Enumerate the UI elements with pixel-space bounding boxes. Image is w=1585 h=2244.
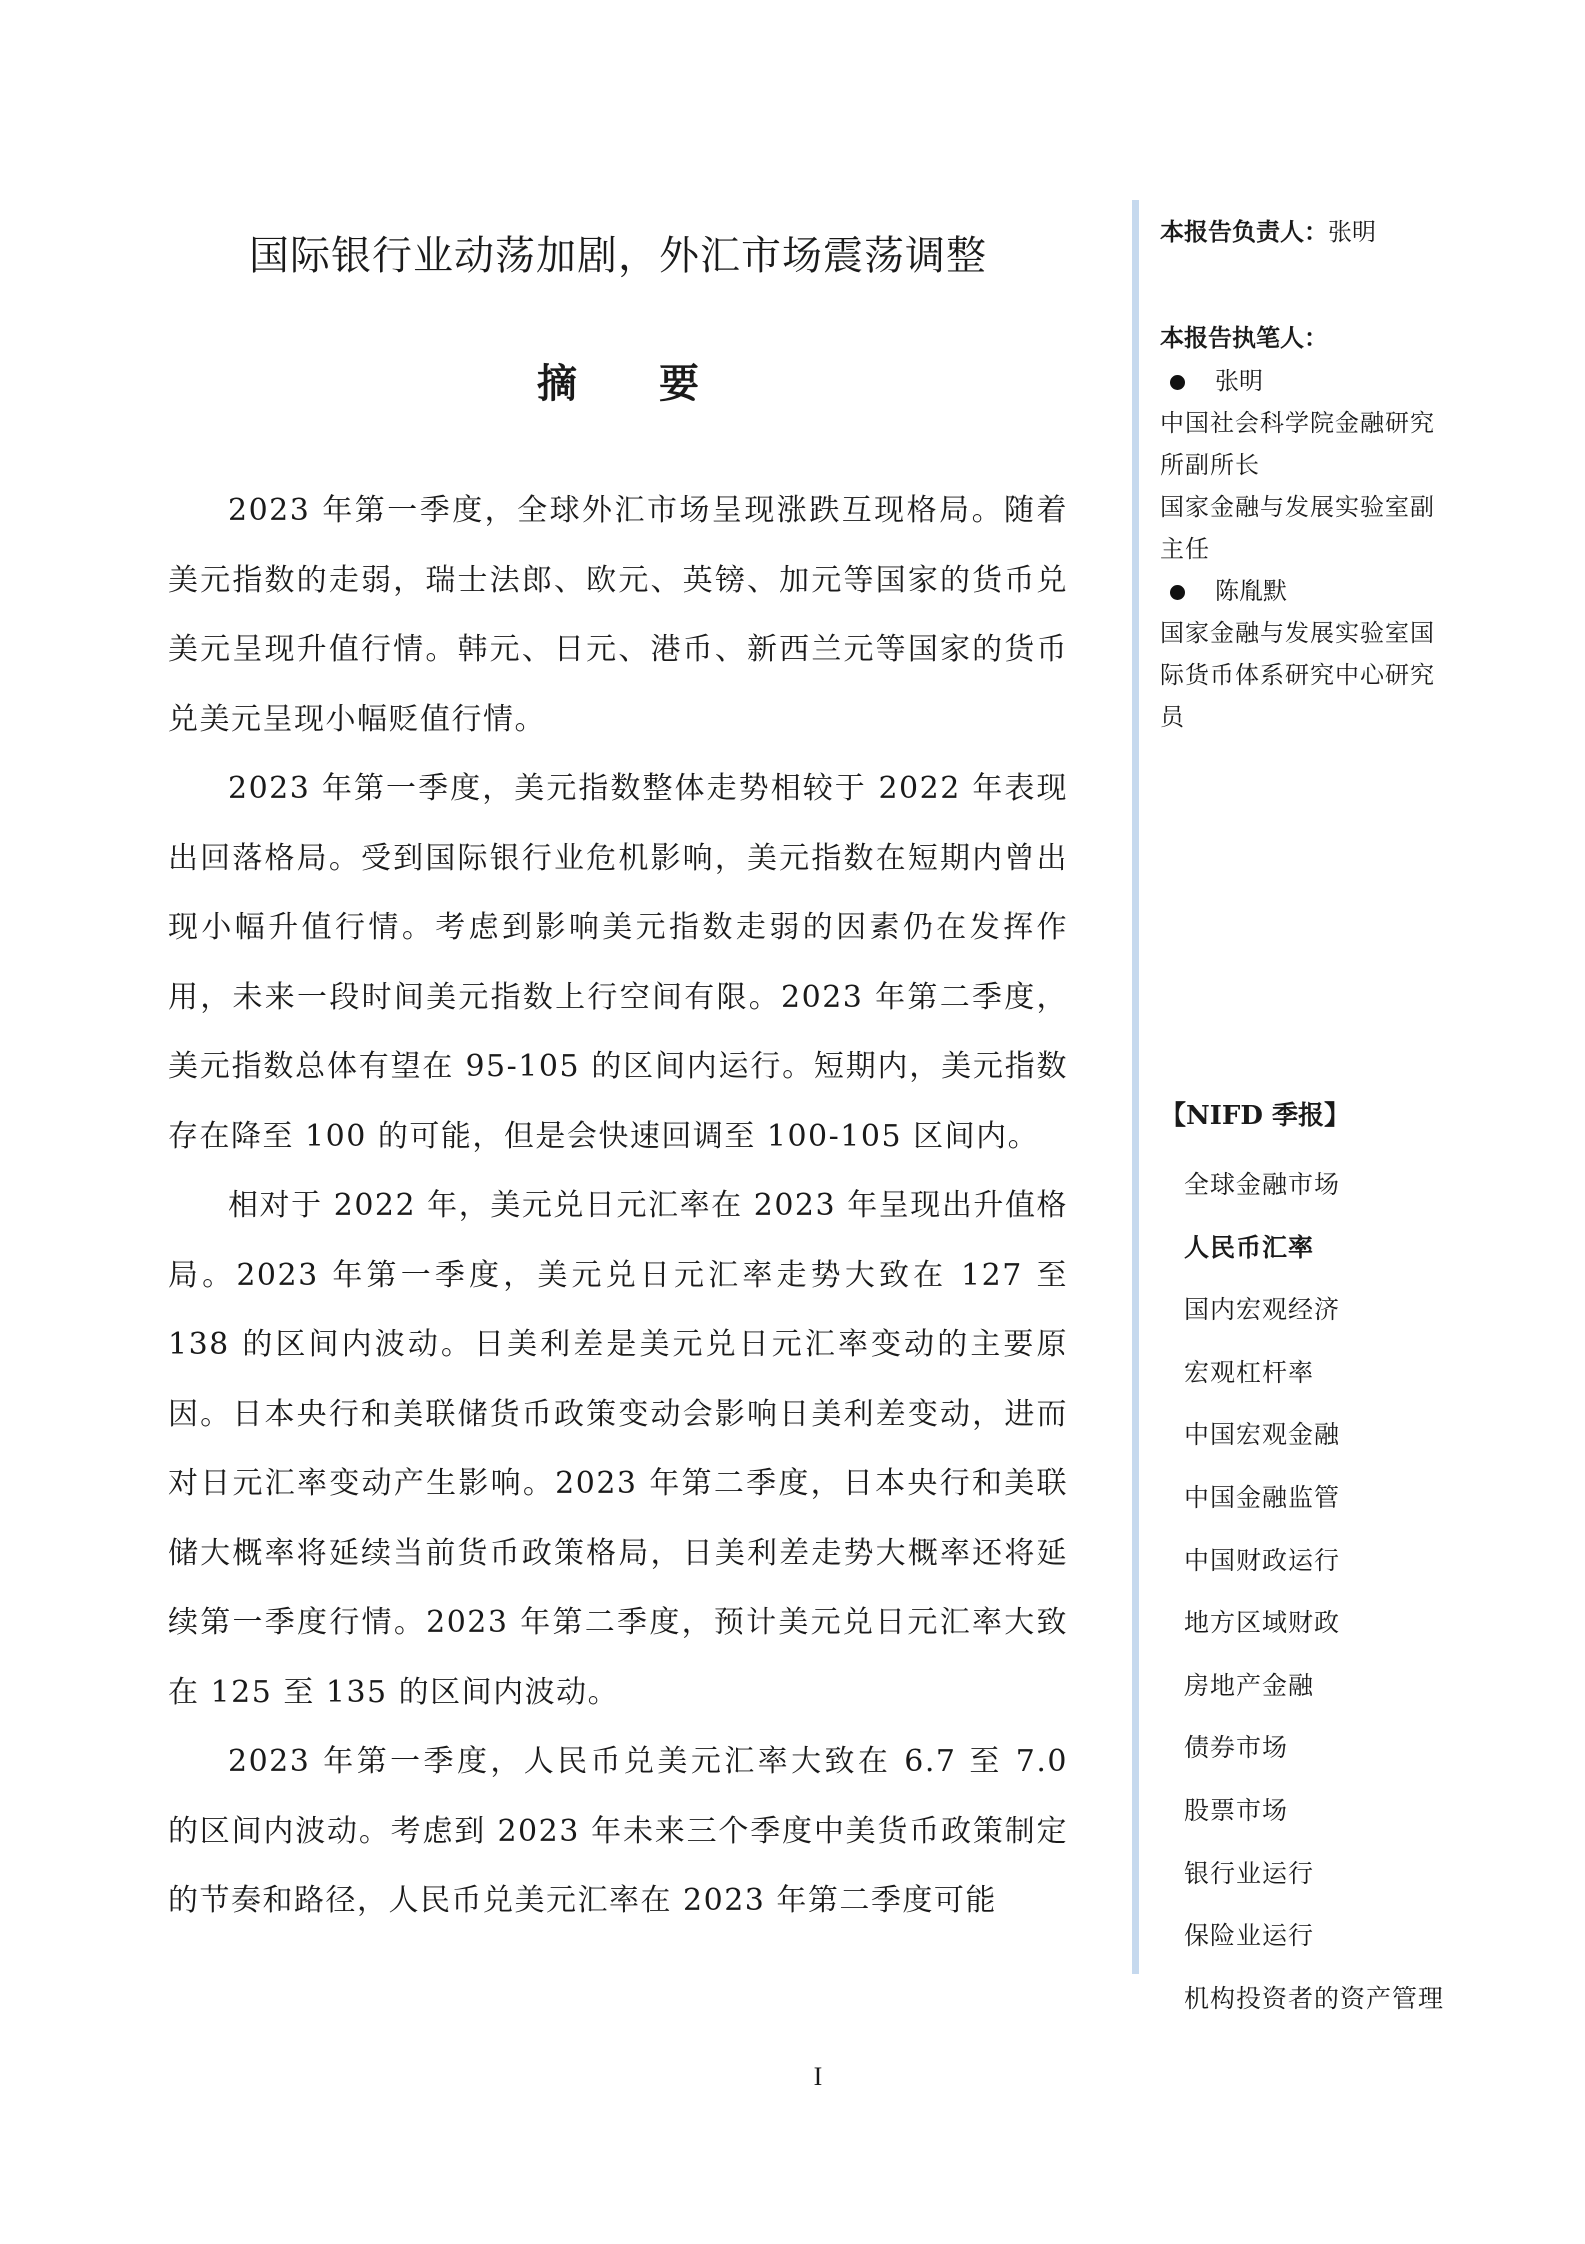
abstract-paragraph-2: 2023 年第一季度，美元指数整体走势相较于 2022 年表现出回落格局。受到国际银行业危机影响，美元指数在短期内曾出现小幅升值行情。考虑到影响美元指数走弱的因素仍在发挥作用，未来一段时间美元指数上行空间有限。2023 年第二季度，美元指数总体有望在 95-105 的区间内运行。短期内，美元指数存在降至 100 的可能，但是会快速回调至 100-105 区间内。 bbox=[168, 771, 1068, 1154]
bullet-icon bbox=[1170, 375, 1185, 390]
series-item: 宏观杠杆率 bbox=[1184, 1357, 1315, 1387]
series-item-current: 人民币汇率 bbox=[1184, 1232, 1315, 1262]
series-item: 地方区域财政 bbox=[1184, 1608, 1341, 1638]
authors-label: 本报告执笔人： bbox=[1160, 323, 1328, 352]
series-item: 全球金融市场 bbox=[1184, 1170, 1341, 1199]
author-name-row-2 bbox=[1160, 570, 1490, 612]
series-item: 中国财政运行 bbox=[1184, 1545, 1341, 1575]
series-item: 中国金融监管 bbox=[1184, 1482, 1341, 1512]
author-entry-2 bbox=[1160, 570, 1490, 738]
author-affiliation-line: 主任 bbox=[1160, 535, 1210, 563]
abstract-body bbox=[168, 476, 1068, 1936]
author-affiliation-line: 中国社会科学院金融研究 bbox=[1160, 409, 1435, 437]
author-entry-1 bbox=[1160, 360, 1490, 570]
author-affiliation-line: 员 bbox=[1160, 703, 1185, 731]
series-title: 【NIFD 季报】 bbox=[1160, 1101, 1350, 1131]
series-item: 保险业运行 bbox=[1184, 1921, 1315, 1951]
series-list bbox=[1160, 1154, 1490, 2030]
responsible-line bbox=[1160, 210, 1490, 254]
responsible-label: 本报告负责人： bbox=[1160, 217, 1328, 246]
author-name-2: 陈胤默 bbox=[1215, 577, 1287, 605]
abstract-paragraph-1: 2023 年第一季度，全球外汇市场呈现涨跌互现格局。随着美元指数的走弱，瑞士法郎、欧元、英镑、加元等国家的货币兑美元呈现升值行情。韩元、日元、港币、新西兰元等国家的货币兑美元呈现小幅贬值行情。 bbox=[168, 493, 1068, 737]
abstract-paragraph-4: 2023 年第一季度，人民币兑美元汇率大致在 6.7 至 7.0 的区间内波动。考虑到 2023 年未来三个季度中美货币政策制定的节奏和路径，人民币兑美元汇率在 2023 年第二季度可能 bbox=[168, 1744, 1068, 1918]
author-affiliation-line: 际货币体系研究中心研究 bbox=[1160, 661, 1435, 689]
page-number: I bbox=[813, 2062, 823, 2091]
series-item: 债券市场 bbox=[1184, 1733, 1289, 1763]
series-item: 中国宏观金融 bbox=[1184, 1420, 1341, 1450]
author-affiliation-line: 国家金融与发展实验室副 bbox=[1160, 493, 1435, 521]
series-item: 股票市场 bbox=[1184, 1795, 1289, 1825]
author-name-1: 张明 bbox=[1215, 367, 1263, 395]
author-affiliation-line: 所副所长 bbox=[1160, 451, 1260, 479]
responsible-name: 张明 bbox=[1328, 218, 1376, 246]
series-item: 房地产金融 bbox=[1184, 1670, 1315, 1700]
abstract-paragraph-3: 相对于 2022 年，美元兑日元汇率在 2023 年呈现出升值格局。2023 年第一季度，美元兑日元汇率走势大致在 127 至 138 的区间内波动。日美利差是美元兑日元汇率变动的主要原因。日本央行和美联储货币政策变动会影响日美利差变动，进而对日元汇率变动产生影响。2023 年第二季度，日本央行和美联储大概率将延续当前货币政策格局，日美利差走势大概率还将延续第一季度行情。2023 年第二季度，预计美元兑日元汇率大致在 125 至 135 的区间内波动。 bbox=[168, 1188, 1068, 1710]
series-item: 国内宏观经济 bbox=[1184, 1295, 1341, 1325]
author-affiliation-line: 国家金融与发展实验室国 bbox=[1160, 619, 1435, 647]
bullet-icon bbox=[1170, 585, 1185, 600]
series-item: 银行业运行 bbox=[1184, 1858, 1315, 1888]
author-name-row-1 bbox=[1160, 360, 1490, 402]
report-title: 国际银行业动荡加剧，外汇市场震荡调整 bbox=[249, 233, 987, 279]
sidebar-credits bbox=[1160, 210, 1490, 738]
series-list-panel bbox=[1160, 1094, 1490, 2030]
series-item: 机构投资者的资产管理 bbox=[1184, 1983, 1445, 2013]
sidebar-divider bbox=[1132, 200, 1139, 1974]
abstract-heading: 摘 要 bbox=[537, 360, 733, 407]
